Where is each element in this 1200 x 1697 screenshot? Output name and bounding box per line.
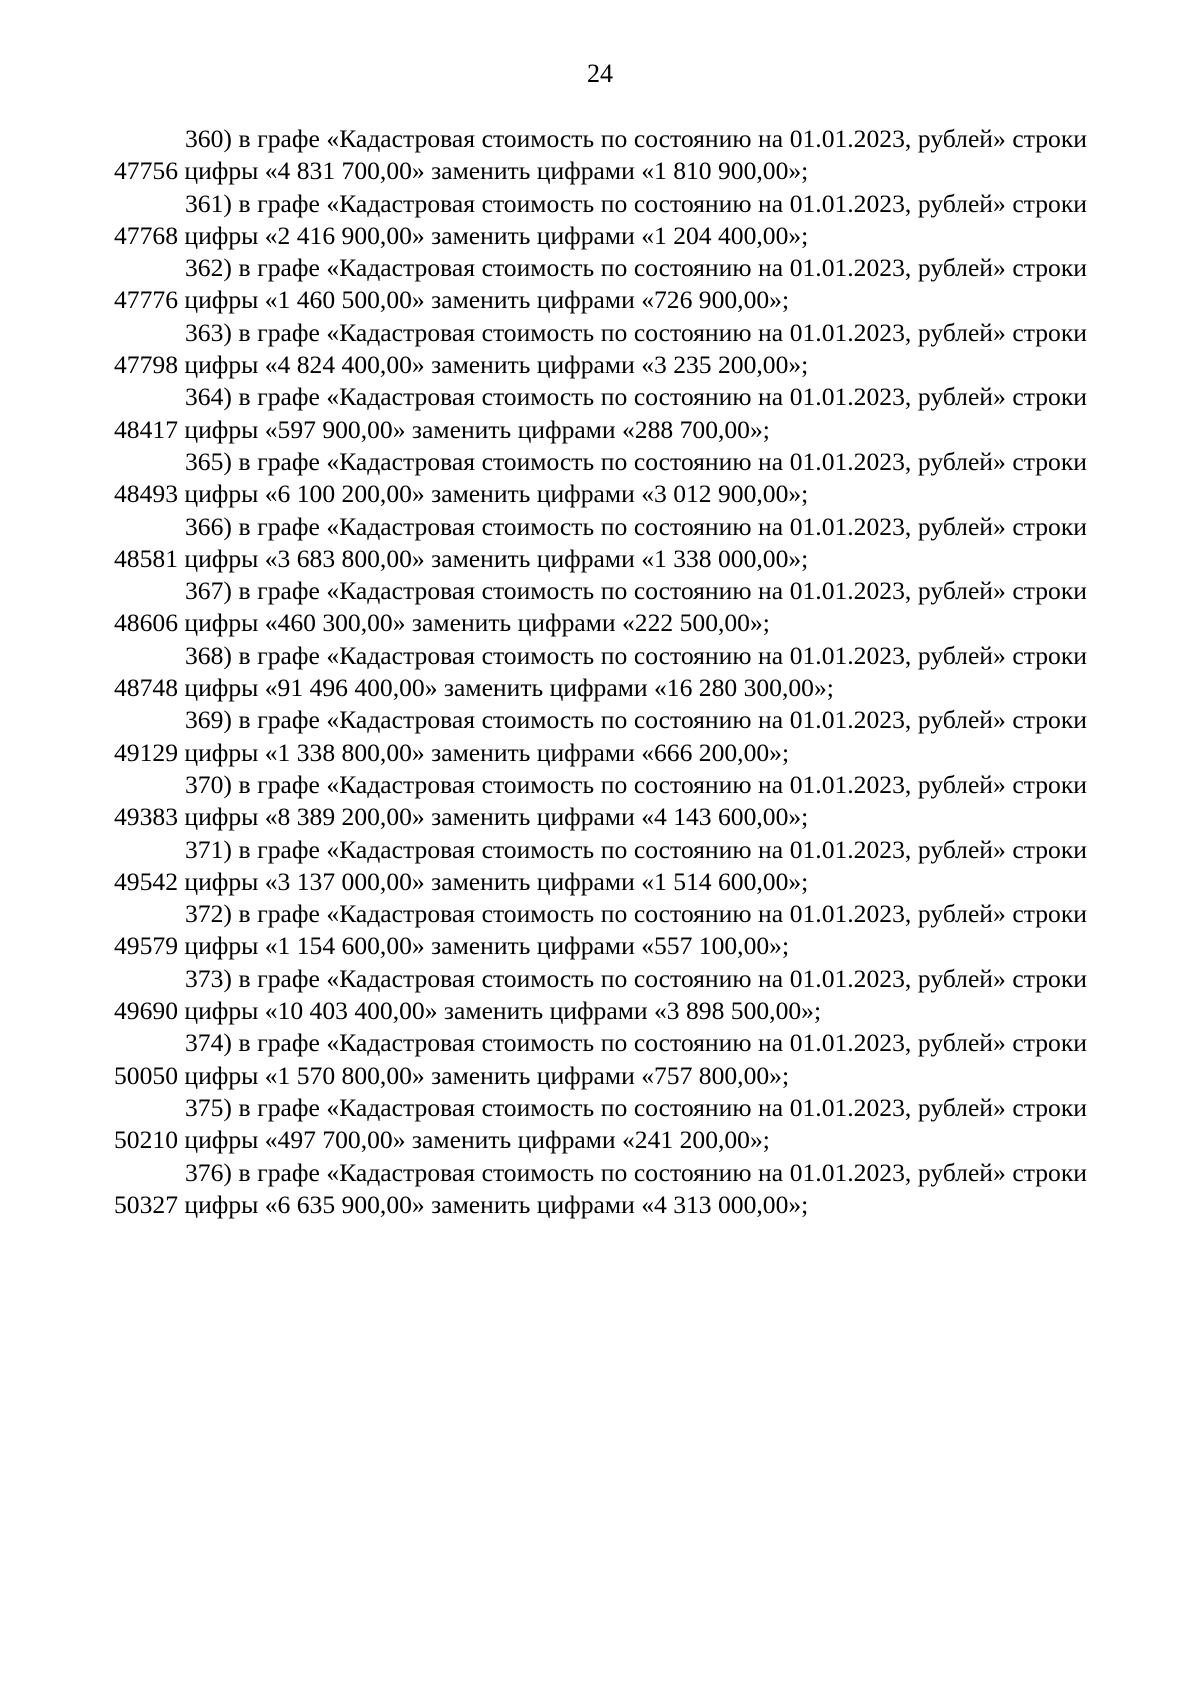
amendment-paragraph: 369) в графе «Кадастровая стоимость по состоянию на 01.01.2023, рублей» строки 49129 цифры «1 338 800,00» заменить цифрами «666 200,00»; (114, 705, 1087, 767)
amendment-paragraph: 362) в графе «Кадастровая стоимость по состоянию на 01.01.2023, рублей» строки 47776 цифры «1 460 500,00» заменить цифрами «726 900,00»; (114, 253, 1087, 315)
amendment-paragraph: 367) в графе «Кадастровая стоимость по состоянию на 01.01.2023, рублей» строки 48606 цифры «460 300,00» заменить цифрами «222 500,00»; (114, 576, 1087, 638)
amendment-paragraph: 372) в графе «Кадастровая стоимость по состоянию на 01.01.2023, рублей» строки 49579 цифры «1 154 600,00» заменить цифрами «557 100,00»; (114, 899, 1087, 961)
amendment-paragraph: 370) в графе «Кадастровая стоимость по состоянию на 01.01.2023, рублей» строки 49383 цифры «8 389 200,00» заменить цифрами «4 143 600,00»; (114, 769, 1087, 832)
amendment-paragraph: 374) в графе «Кадастровая стоимость по состоянию на 01.01.2023, рублей» строки 50050 цифры «1 570 800,00» заменить цифрами «757 800,00»; (114, 1028, 1087, 1090)
amendment-paragraph: 371) в графе «Кадастровая стоимость по состоянию на 01.01.2023, рублей» строки 49542 цифры «3 137 000,00» заменить цифрами «1 514 600,00»; (114, 834, 1087, 896)
document-body (114, 123, 1087, 1221)
amendment-paragraph: 375) в графе «Кадастровая стоимость по состоянию на 01.01.2023, рублей» строки 50210 цифры «497 700,00» заменить цифрами «241 200,00»; (114, 1092, 1087, 1155)
amendment-paragraph: 366) в графе «Кадастровая стоимость по состоянию на 01.01.2023, рублей» строки 48581 цифры «3 683 800,00» заменить цифрами «1 338 000,00»; (114, 511, 1087, 573)
page-number: 24 (587, 59, 613, 88)
amendment-paragraph: 361) в графе «Кадастровая стоимость по состоянию на 01.01.2023, рублей» строки 47768 цифры «2 416 900,00» заменить цифрами «1 204 400,00»; (114, 188, 1087, 250)
amendment-paragraph: 363) в графе «Кадастровая стоимость по состоянию на 01.01.2023, рублей» строки 47798 цифры «4 824 400,00» заменить цифрами «3 235 200,00»; (114, 317, 1087, 380)
amendment-paragraph: 368) в графе «Кадастровая стоимость по состоянию на 01.01.2023, рублей» строки 48748 цифры «91 496 400,00» заменить цифрами «16 280 300,00»; (114, 640, 1087, 703)
amendment-paragraph: 365) в графе «Кадастровая стоимость по состоянию на 01.01.2023, рублей» строки 48493 цифры «6 100 200,00» заменить цифрами «3 012 900,00»; (114, 446, 1087, 509)
amendment-paragraph: 373) в графе «Кадастровая стоимость по состоянию на 01.01.2023, рублей» строки 49690 цифры «10 403 400,00» заменить цифрами «3 898 500,00»; (114, 963, 1087, 1026)
amendment-paragraph: 376) в графе «Кадастровая стоимость по состоянию на 01.01.2023, рублей» строки 50327 цифры «6 635 900,00» заменить цифрами «4 313 000,00»; (114, 1157, 1087, 1219)
amendment-paragraph: 360) в графе «Кадастровая стоимость по состоянию на 01.01.2023, рублей» строки 47756 цифры «4 831 700,00» заменить цифрами «1 810 900,00»; (114, 124, 1087, 186)
amendment-paragraph: 364) в графе «Кадастровая стоимость по состоянию на 01.01.2023, рублей» строки 48417 цифры «597 900,00» заменить цифрами «288 700,00»; (114, 382, 1087, 444)
